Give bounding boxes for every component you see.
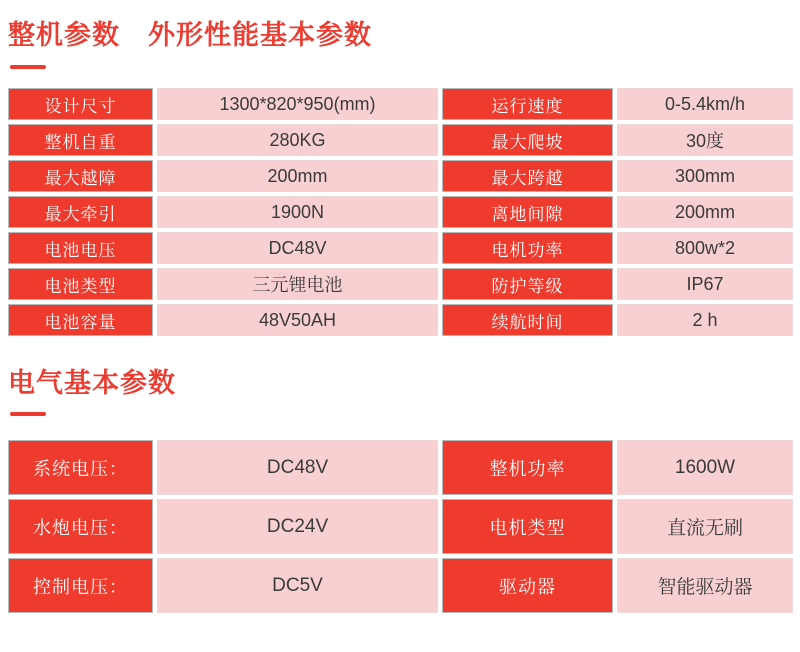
spec-label-cell: 电池容量 <box>8 304 153 336</box>
spec-value-cell: 280KG <box>157 124 438 156</box>
spec-value-cell: 200mm <box>617 196 793 228</box>
spec-value-cell: DC24V <box>157 499 438 554</box>
spec-label-cell: 最大爬坡 <box>442 124 613 156</box>
spec-label-cell: 续航时间 <box>442 304 613 336</box>
spec-value-cell: DC5V <box>157 558 438 613</box>
spec-value-cell: DC48V <box>157 232 438 264</box>
page <box>0 20 800 613</box>
spec-value-cell: 三元锂电池 <box>157 268 438 300</box>
spec-value-cell: 1300*820*950(mm) <box>157 88 438 120</box>
spec-label-cell: 最大越障 <box>8 160 153 192</box>
spec-label-cell: 电机功率 <box>442 232 613 264</box>
title-underline-dash <box>10 412 46 416</box>
spec-value-cell: 1900N <box>157 196 438 228</box>
spec-label-cell: 整机功率 <box>442 440 613 495</box>
spec-value-cell: 0-5.4km/h <box>617 88 793 120</box>
section-title-overall-params: 整机参数 外形性能基本参数 <box>8 20 372 50</box>
spec-label-cell: 电池类型 <box>8 268 153 300</box>
spec-label-cell: 防护等级 <box>442 268 613 300</box>
title-underline-dash <box>10 65 46 69</box>
spec-label-cell: 运行速度 <box>442 88 613 120</box>
spec-value-cell: 300mm <box>617 160 793 192</box>
spec-label-cell: 电机类型 <box>442 499 613 554</box>
spec-value-cell: IP67 <box>617 268 793 300</box>
spec-label-cell: 电池电压 <box>8 232 153 264</box>
section-title-electrical-params: 电气基本参数 <box>8 368 176 398</box>
spec-label-cell: 驱动器 <box>442 558 613 613</box>
spec-value-cell: 200mm <box>157 160 438 192</box>
spec-label-cell: 离地间隙 <box>442 196 613 228</box>
spec-value-cell: 48V50AH <box>157 304 438 336</box>
spec-label-cell: 设计尺寸 <box>8 88 153 120</box>
spec-label-cell: 最大牵引 <box>8 196 153 228</box>
spec-label-cell: 控制电压： <box>8 558 153 613</box>
spec-value-cell: 智能驱动器 <box>617 558 793 613</box>
spec-label-cell: 最大跨越 <box>442 160 613 192</box>
overall-params-table <box>8 88 793 336</box>
spec-label-cell: 整机自重 <box>8 124 153 156</box>
electrical-params-table <box>8 440 793 613</box>
spec-value-cell: 30度 <box>617 124 793 156</box>
spec-value-cell: 1600W <box>617 440 793 495</box>
spec-value-cell: 800w*2 <box>617 232 793 264</box>
spec-value-cell: 2 h <box>617 304 793 336</box>
spec-value-cell: 直流无刷 <box>617 499 793 554</box>
spec-label-cell: 系统电压： <box>8 440 153 495</box>
spec-label-cell: 水炮电压： <box>8 499 153 554</box>
spec-value-cell: DC48V <box>157 440 438 495</box>
